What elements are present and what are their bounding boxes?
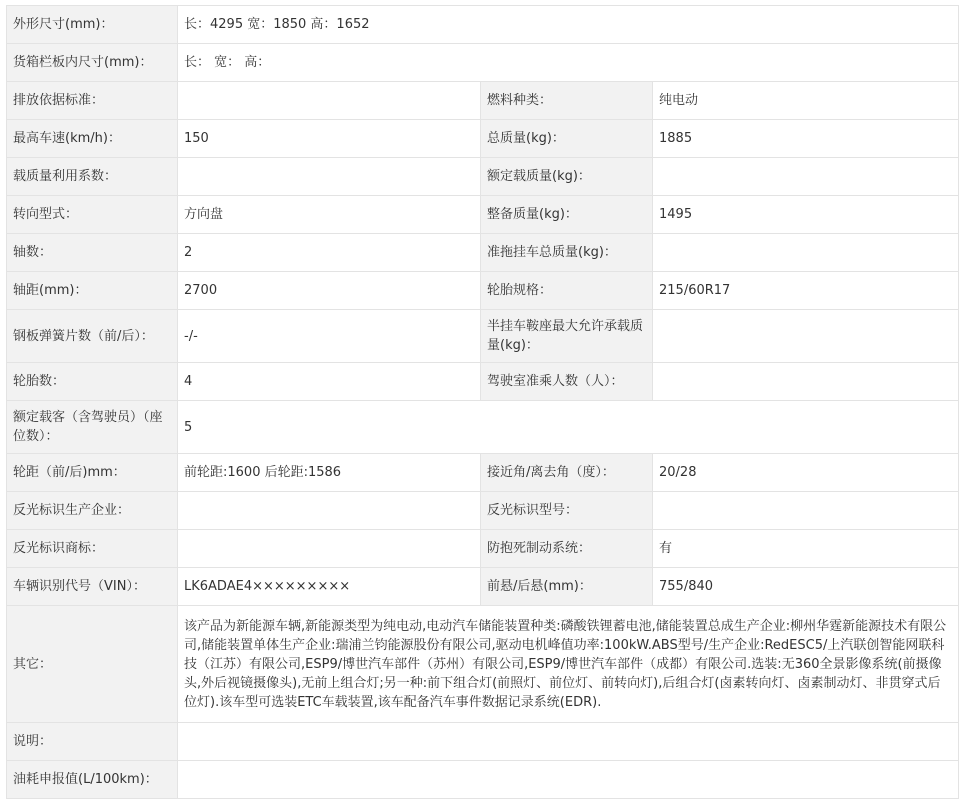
spec-value: 4 [178,363,481,401]
spec-label: 排放依据标准： [7,82,178,120]
spec-value [178,723,959,761]
spec-value: 长： 宽： 高： [178,44,959,82]
table-row [7,234,959,272]
spec-label: 反光标识型号： [481,492,653,530]
spec-label: 轮胎规格： [481,272,653,310]
spec-value: 前轮距:1600 后轮距:1586 [178,454,481,492]
table-row [7,723,959,761]
spec-label: 说明： [7,723,178,761]
spec-label: 轮胎数： [7,363,178,401]
spec-value [178,530,481,568]
table-row [7,196,959,234]
spec-value: LK6ADAE4××××××××× [178,568,481,606]
spec-value: 长：4295 宽：1850 高：1652 [178,6,959,44]
spec-value: 有 [653,530,959,568]
table-row [7,44,959,82]
spec-label: 最高车速(km/h)： [7,120,178,158]
spec-value: 1495 [653,196,959,234]
spec-label: 驾驶室准乘人数（人）： [481,363,653,401]
table-row [7,363,959,401]
spec-label: 反光标识商标： [7,530,178,568]
spec-label: 外形尺寸(mm)： [7,6,178,44]
spec-value: 215/60R17 [653,272,959,310]
table-row [7,310,959,363]
spec-label: 额定载质量(kg)： [481,158,653,196]
spec-label: 钢板弹簧片数（前/后）： [7,310,178,363]
spec-label: 半挂车鞍座最大允许承载质量(kg)： [481,310,653,363]
spec-value: 纯电动 [653,82,959,120]
spec-label: 轴数： [7,234,178,272]
spec-label: 前悬/后悬(mm)： [481,568,653,606]
spec-label: 油耗申报值(L/100km)： [7,761,178,799]
spec-label: 额定载客（含驾驶员）（座位数）： [7,401,178,454]
spec-label: 防抱死制动系统： [481,530,653,568]
spec-value [653,158,959,196]
spec-value: 2700 [178,272,481,310]
table-row [7,82,959,120]
spec-value [653,310,959,363]
spec-label: 货箱栏板内尺寸(mm)： [7,44,178,82]
spec-value [178,82,481,120]
table-row [7,530,959,568]
spec-value: 755/840 [653,568,959,606]
vehicle-spec-table [6,5,959,799]
spec-value: 方向盘 [178,196,481,234]
table-row [7,454,959,492]
spec-label: 接近角/离去角（度）： [481,454,653,492]
spec-label: 载质量利用系数： [7,158,178,196]
table-row [7,606,959,723]
spec-label: 整备质量(kg)： [481,196,653,234]
spec-value: 2 [178,234,481,272]
spec-label: 其它： [7,606,178,723]
table-row [7,761,959,799]
spec-label: 反光标识生产企业： [7,492,178,530]
spec-value: -/- [178,310,481,363]
spec-value [178,158,481,196]
table-row [7,6,959,44]
spec-value [653,492,959,530]
spec-label: 准拖挂车总质量(kg)： [481,234,653,272]
table-row [7,492,959,530]
spec-value: 5 [178,401,959,454]
table-row [7,272,959,310]
spec-label: 轮距（前/后)mm： [7,454,178,492]
spec-value: 150 [178,120,481,158]
spec-value: 1885 [653,120,959,158]
spec-label: 车辆识别代号（VIN）： [7,568,178,606]
spec-label: 燃料种类： [481,82,653,120]
spec-value [178,492,481,530]
spec-value [178,761,959,799]
spec-value: 20/28 [653,454,959,492]
spec-value [653,363,959,401]
spec-value [653,234,959,272]
spec-label: 总质量(kg)： [481,120,653,158]
spec-value: 该产品为新能源车辆,新能源类型为纯电动,电动汽车储能装置种类:磷酸铁锂蓄电池,储能装置总成生产企业:柳州华霆新能源技术有限公司,储能装置单体生产企业:瑞浦兰钧能源股份有限公司,驱动电机峰值功率:100kW.ABS型号/生产企业:RedESC5/上汽联创智能网联科技（江苏）有限公司,ESP9/博世汽车部件（苏州）有限公司,ESP9/博世汽车部件（成都）有限公司.选装:无360全景影像系统(前摄像头,外后视镜摄像头),无前上组合灯;另一种:前下组合灯(前照灯、前位灯、前转向灯),后组合灯(卤素转向灯、卤素制动灯、非贯穿式后位灯).该车型可选装ETC车载装置,该车配备汽车事件数据记录系统(EDR). [178,606,959,723]
table-row [7,568,959,606]
table-row [7,120,959,158]
table-row [7,401,959,454]
spec-label: 轴距(mm)： [7,272,178,310]
spec-label: 转向型式： [7,196,178,234]
table-row [7,158,959,196]
